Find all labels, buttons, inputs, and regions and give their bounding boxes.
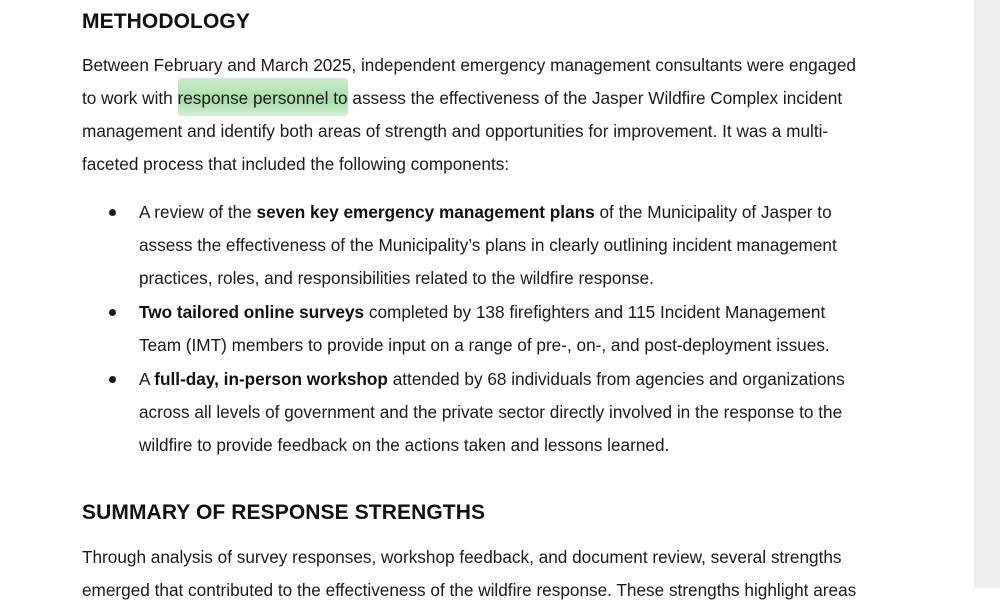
bullet-text-pre: A review of the xyxy=(139,202,257,222)
bullet-item-online-surveys xyxy=(82,296,862,362)
intro-text-before: Between February and March 2025, independent emergency management consultants were engaged to work with xyxy=(82,55,856,108)
bullet-icon xyxy=(109,209,116,216)
methodology-intro-paragraph xyxy=(82,49,862,181)
bullet-text-bold: seven key emergency management plans xyxy=(256,202,595,222)
summary-paragraph: Through analysis of survey responses, workshop feedback, and document review, several strengths emerged that contributed to the effectiveness of the wildfire response. These strengths highlight areas xyxy=(82,547,857,600)
methodology-bullet-list xyxy=(82,196,862,463)
bullet-item-workshop xyxy=(82,363,862,462)
highlighted-text[interactable]: response personnel to xyxy=(178,78,348,116)
bullet-text-bold: Two tailored online surveys xyxy=(139,302,365,322)
bullet-icon xyxy=(109,309,116,316)
summary-heading: SUMMARY OF RESPONSE STRENGTHS xyxy=(82,501,486,524)
bullet-text-bold: full-day, in-person workshop xyxy=(154,369,388,389)
intro-text-after: assess the effectiveness of the Jasper Wildfire Complex incident management and identify both areas of strength and opportunities for improvement. It was a multi-faceted process that included the following components: xyxy=(82,88,843,174)
methodology-heading: METHODOLOGY xyxy=(82,10,250,33)
bullet-text-pre: A xyxy=(139,369,155,389)
bullet-text-post: attended by 68 individuals from agencies and organizations across all levels of government and the private sector directly involved in the response to the wildfire to provide feedback on the actions taken and lessons learned. xyxy=(139,369,845,455)
bullet-text-post: of the Municipality of Jasper to assess the effectiveness of the Municipality’s plans in clearly outlining incident management practices, roles, and responsibilities related to the wildfire response. xyxy=(139,202,837,288)
window-right-gutter xyxy=(974,0,1000,588)
bullet-item-plans-review xyxy=(82,196,862,295)
bullet-text-post: completed by 138 firefighters and 115 Incident Management Team (IMT) members to provide input on a range of pre-, on-, and post-deployment issues. xyxy=(139,302,830,355)
bullet-icon xyxy=(109,376,116,383)
